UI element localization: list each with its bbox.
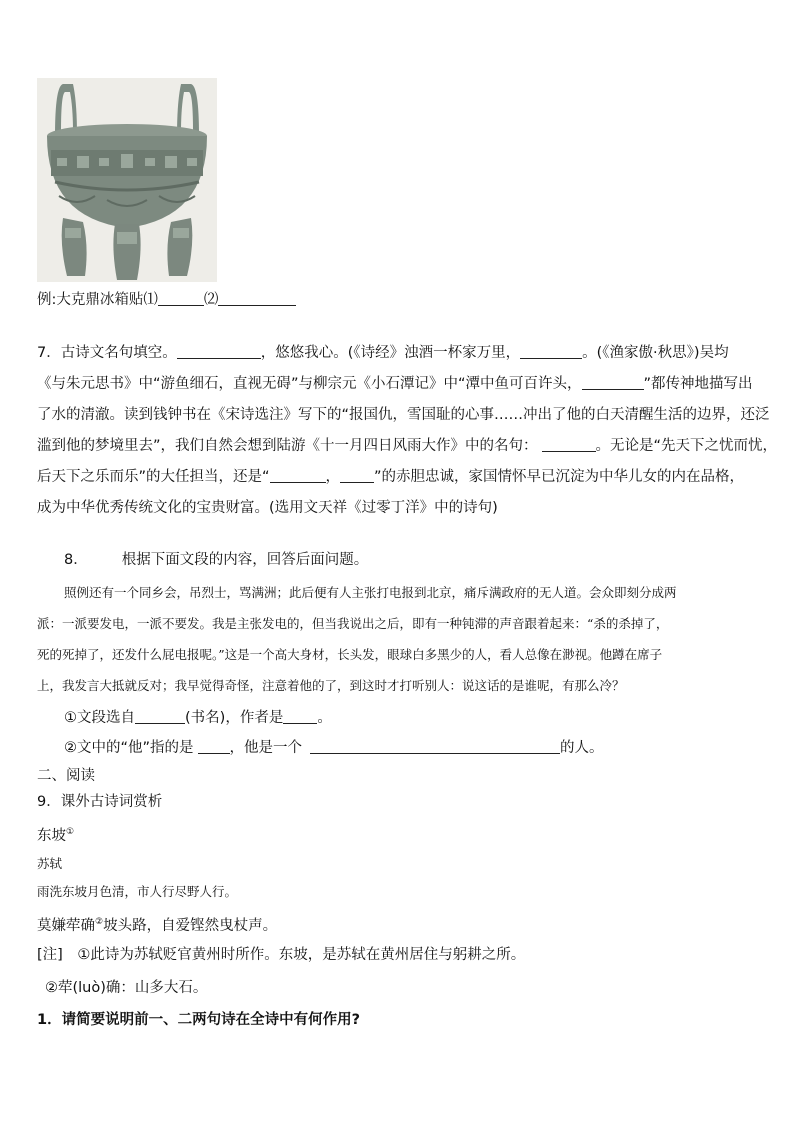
answer-blank[interactable] bbox=[582, 375, 644, 390]
q8-sub-1 bbox=[64, 708, 332, 728]
q7-text: 后天下之乐而乐”的大任担当，还是“ bbox=[37, 469, 270, 485]
q7-text: 。无论是“先天下之忧而忧， bbox=[595, 438, 778, 454]
q7-text: ，悠悠我心。(《诗经》浊酒一杯家万里， bbox=[260, 345, 521, 361]
answer-blank[interactable] bbox=[340, 468, 374, 483]
answer-blank[interactable] bbox=[270, 468, 326, 483]
q8-passage-line bbox=[37, 614, 668, 634]
passage-text: 上，我发言大抵就反对；我早觉得奇怪，注意着他的了，到这时才打听别人：说这话的是谁呢，有那么冷？ bbox=[37, 678, 625, 693]
answer-blank[interactable] bbox=[158, 291, 204, 306]
poem-title-text: 东坡 bbox=[37, 827, 66, 844]
answer-blank[interactable] bbox=[520, 344, 582, 359]
q7-text: ”都传神地描写出 bbox=[643, 376, 753, 392]
q8-number: 8． bbox=[64, 552, 88, 568]
footnote-marker: ② bbox=[95, 917, 104, 927]
answer-blank[interactable] bbox=[198, 739, 230, 754]
poem-note-2: ②荦(luò)确：山多大石。 bbox=[45, 980, 208, 996]
q8-sub-2 bbox=[64, 738, 604, 758]
answer-blank[interactable] bbox=[135, 709, 185, 724]
q7-text: 《与朱元思书》中“游鱼细石，直视无碍”与柳宗元《小石潭记》中“潭中鱼可百许头， bbox=[37, 376, 582, 392]
q7-text: 滥到他的梦境里去”，我们自然会想到陆游《十一月四日风雨大作》中的名句： bbox=[37, 438, 538, 454]
q8-passage-line bbox=[37, 676, 625, 696]
bronze-ding-photo bbox=[37, 78, 217, 282]
poem-line bbox=[37, 912, 277, 936]
q7-text: 了水的清澈。读到钱钟书在《宋诗选注》写下的“报国仇，雪国耻的心事……冲出了他的白天清醒生活的边界，还泛 bbox=[37, 407, 770, 423]
q8-sub-text: 的人。 bbox=[560, 740, 604, 756]
q7-text: 。(《渔家傲·秋思》)吴均 bbox=[582, 345, 729, 361]
passage-text: 派：一派要发电，一派不要发。我是主张发电的，但当我说出之后，即有一种钝滞的声音跟着起来：“杀的杀掉了， bbox=[37, 616, 669, 631]
q7-line-5 bbox=[37, 467, 744, 487]
q7-line-1 bbox=[37, 343, 729, 363]
caption-prefix: 例:大克鼎冰箱贴 bbox=[37, 292, 144, 308]
q8-passage-line bbox=[64, 583, 677, 603]
poem-title bbox=[37, 822, 74, 846]
q7-text: ， bbox=[325, 469, 341, 485]
q7-line-3 bbox=[37, 405, 770, 425]
answer-blank[interactable] bbox=[310, 739, 560, 754]
q8-heading bbox=[64, 550, 368, 570]
q7-line-4 bbox=[37, 436, 777, 456]
q9-question: 1．请简要说明前一、二两句诗在全诗中有何作用? bbox=[37, 1012, 360, 1028]
q7-text: ”的赤胆忠诚，家国情怀早已沉淀为中华儿女的内在品格， bbox=[374, 469, 745, 485]
q8-sub-text: (书名)，作者是 bbox=[185, 710, 284, 726]
answer-blank[interactable] bbox=[542, 437, 596, 452]
figure-caption bbox=[37, 290, 296, 310]
q7-line-2 bbox=[37, 374, 753, 394]
poem-text: 莫嫌荦确 bbox=[37, 917, 95, 934]
q8-sub-text: ②文中的“他”指的是 bbox=[64, 740, 194, 756]
answer-blank[interactable] bbox=[218, 291, 296, 306]
passage-text: 照例还有一个同乡会，吊烈士，骂满洲；此后便有人主张打电报到北京，痛斥满政府的无人道。会众即刻分成两 bbox=[64, 585, 677, 600]
poem-text: 坡头路，自爱铿然曳杖声。 bbox=[103, 917, 278, 934]
caption-blank-2-label: ⑵ bbox=[203, 292, 219, 308]
q8-instruction: 根据下面文段的内容，回答后面问题。 bbox=[121, 552, 369, 568]
caption-blank-1-label: ⑴ bbox=[143, 292, 158, 308]
footnote-marker: ① bbox=[66, 827, 75, 837]
section-heading: 二、阅读 bbox=[37, 768, 95, 784]
passage-text: 死的死掉了，还发什么屁电报呢。”这是一个高大身材，长头发，眼球白多黑少的人，看人总像在渺视。他蹲在席子 bbox=[37, 647, 663, 662]
answer-blank[interactable] bbox=[283, 709, 317, 724]
q7-line-6 bbox=[37, 498, 498, 518]
q7-text: 成为中华优秀传统文化的宝贵财富。(选用文天祥《过零丁洋》中的诗句) bbox=[37, 500, 498, 516]
q8-sub-text: ，他是一个 bbox=[229, 740, 303, 756]
poem-author: 苏轼 bbox=[37, 856, 63, 871]
answer-blank[interactable] bbox=[177, 344, 261, 359]
q7-text: 7．古诗文名句填空。 bbox=[37, 345, 177, 361]
q8-sub-text: ①文段选自 bbox=[64, 710, 135, 726]
q9-title: 9．课外古诗词赏析 bbox=[37, 794, 163, 810]
poem-line: 雨洗东坡月色清，市人行尽野人行。 bbox=[37, 884, 238, 899]
q8-sub-text: 。 bbox=[317, 710, 332, 726]
q8-passage-line bbox=[37, 645, 662, 665]
poem-note-1: [注] ①此诗为苏轼贬官黄州时所作。东坡，是苏轼在黄州居住与躬耕之所。 bbox=[37, 947, 526, 963]
